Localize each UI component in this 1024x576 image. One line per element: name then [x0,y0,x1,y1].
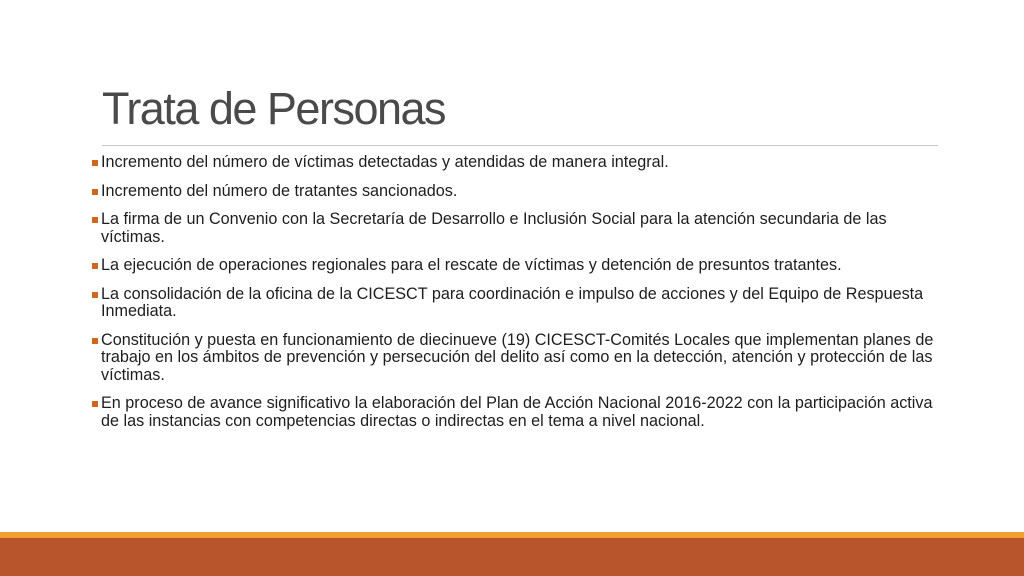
square-bullet-icon [92,217,98,223]
bullet-item [91,211,947,246]
bullet-list [91,154,947,441]
bullet-text: La firma de un Convenio con la Secretaría de Desarrollo e Inclusión Social para la atención secundaria de las víctimas. [101,210,887,246]
bullet-text: La consolidación de la oficina de la CICESCT para coordinación e impulso de acciones y del Equipo de Respuesta Inmediata. [101,284,924,320]
bullet-text: Incremento del número de víctimas detectadas y atendidas de manera integral. [101,153,669,171]
bullet-text: Incremento del número de tratantes sancionados. [101,181,458,200]
bullet-text: En proceso de avance significativo la elaboración del Plan de Acción Nacional 2016-2022 con la participación activa de las instancias con competencias directas o indirectas en el tema a nivel nacional. [101,394,933,430]
square-bullet-icon [92,292,98,298]
square-bullet-icon [92,189,98,195]
title-divider [102,145,938,146]
footer-band [0,538,1024,576]
bullet-item [91,395,947,430]
square-bullet-icon [92,338,98,344]
bullet-item [91,332,947,385]
bullet-item [91,154,947,172]
square-bullet-icon [92,401,98,407]
square-bullet-icon [92,263,98,269]
bullet-item [91,257,947,275]
bullet-text: Constitución y puesta en funcionamiento de diecinueve (19) CICESCT-Comités Locales que implementan planes de trabajo en los ámbitos de prevención y persecución del delito así como en la detección, atención y protección de las víctimas. [101,330,934,384]
bullet-text: La ejecución de operaciones regionales para el rescate de víctimas y detención de presuntos tratantes. [101,256,842,274]
bullet-item [91,183,947,201]
square-bullet-icon [92,160,98,166]
bullet-item [91,286,947,321]
slide-title: Trata de Personas [102,83,446,134]
